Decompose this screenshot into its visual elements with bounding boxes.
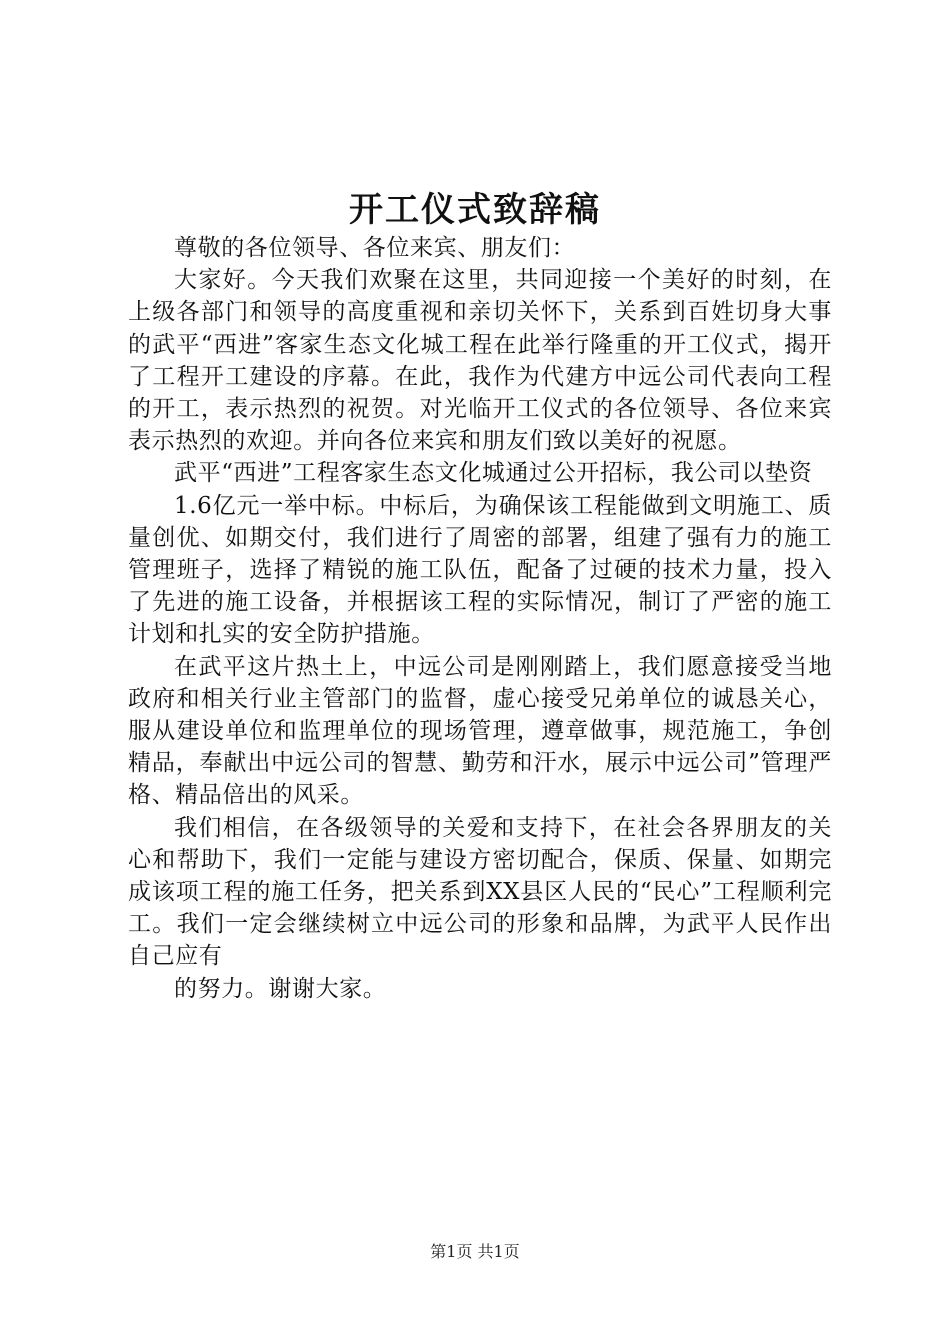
opening-paragraph: 大家好。今天我们欢聚在这里，共同迎接一个美好的时刻，在上级各部门和领导的高度重视和亲切关怀下，关系到百姓切身大事的武平“西进”客家生态文化城工程在此举行隆重的开工仪式，揭开了工程开工建设的序幕。在此，我作为代建方中远公司代表向工程的开工，表示热烈的祝贺。对光临开工仪式的各位领导、各位来宾表示热烈的欢迎。并向各位来宾和朋友们致以美好的祝愿。 — [128, 267, 832, 455]
confidence-paragraph: 我们相信，在各级领导的关爱和支持下，在社会各界朋友的关心和帮助下，我们一定能与建设方密切配合，保质、保量、如期完成该项工程的施工任务，把关系到XX县区人民的“民心”工程顺利完工。我们一定会继续树立中远公司的形象和品牌，为武平人民作出自己应有 — [128, 814, 832, 970]
bidding-paragraph: 武平“西进”工程客家生态文化城通过公开招标，我公司以垫资 — [174, 460, 813, 487]
construction-plan-paragraph: 1.6亿元一举中标。中标后，为确保该工程能做到文明施工、质量创优、如期交付，我们进行了周密的部署，组建了强有力的施工管理班子，选择了精锐的施工队伍，配备了过硬的技术力量，投入了先进的施工设备，并根据该工程的实际情况，制订了严密的施工计划和扎实的安全防护措施。 — [128, 492, 832, 648]
commitment-paragraph: 在武平这片热土上，中远公司是刚刚踏上，我们愿意接受当地政府和相关行业主管部门的监督，虚心接受兄弟单位的诚恳关心，服从建设单位和监理单位的现场管理，遵章做事，规范施工，争创精品，奉献出中远公司的智慧、勤劳和汗水，展示中远公司”管理严格、精品倍出的风采。 — [128, 653, 832, 809]
page-number-footer: 第1页 共1页 — [430, 1242, 520, 1261]
document-body — [128, 232, 832, 1005]
greeting-paragraph: 尊敬的各位领导、各位来宾、朋友们： — [174, 235, 576, 261]
closing-paragraph: 的努力。谢谢大家。 — [174, 975, 387, 1002]
document-title: 开工仪式致辞稿 — [349, 190, 601, 230]
